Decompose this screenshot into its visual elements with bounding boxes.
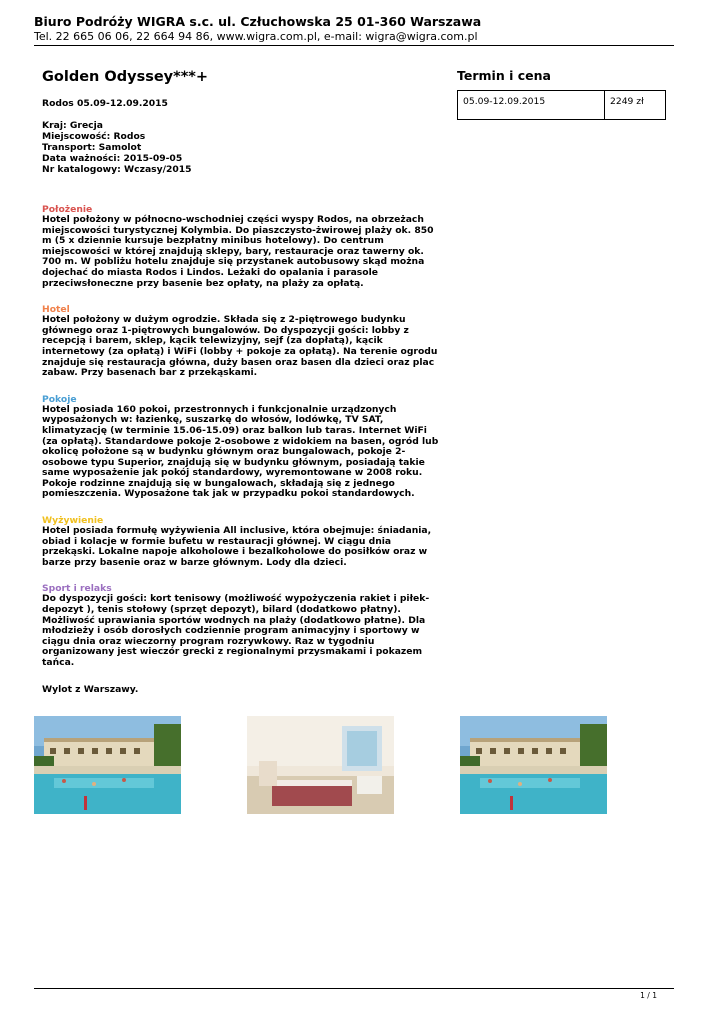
offer-title: Golden Odyssey***+ bbox=[42, 69, 209, 85]
header-divider bbox=[34, 45, 674, 46]
pricing-table bbox=[457, 90, 666, 120]
offer-subtitle: Rodos 05.09-12.09.2015 bbox=[42, 98, 168, 109]
footer-divider bbox=[34, 988, 674, 989]
fact-location: Miejscowość: Rodos bbox=[42, 131, 146, 142]
section-heading: Hotel bbox=[42, 304, 70, 316]
section-sport bbox=[42, 583, 442, 668]
departure-note: Wylot z Warszawy. bbox=[42, 683, 139, 695]
section-heading: Sport i relaks bbox=[42, 583, 112, 595]
pricing-heading: Termin i cena bbox=[457, 68, 551, 83]
section-text: Hotel posiada formułę wyżywienia All inclusive, która obejmuje: śniadania, obiad i kolacje w formie bufetu w restauracji głównej. W ciągu dnia przekąski. Lokalne napoje alkoholowe i bezalkoholowe do posiłków oraz w barze przy basenie oraz w barze głównym. Lody dla dzieci. bbox=[42, 525, 432, 568]
company-contact: Tel. 22 665 06 06, 22 664 94 86, www.wigra.com.pl, e-mail: wigra@wigra.com.pl bbox=[34, 30, 478, 43]
fact-catalog-number: Nr katalogowy: Wczasy/2015 bbox=[42, 164, 192, 175]
section-text: Do dyspozycji gości: kort tenisowy (możliwość wypożyczenia rakiet i piłek-depozyt ), tenis stołowy (sprzęt depozyt), bilard (dodatkowo płatny). Możliwość uprawiania sportów wodnych na plaży (dodatkowo płatne). Dla młodzieży i osób dorosłych codziennie program animacyjny i sportowy w ciągu dnia oraz wieczorny program rozrywkowy. Raz w tygodniu organizowany jest wieczór grecki z regionalnymi przysmakami i pokazem tańca. bbox=[42, 593, 430, 668]
offer-facts bbox=[42, 120, 442, 175]
fact-country: Kraj: Grecja bbox=[42, 120, 103, 131]
offer-details bbox=[42, 68, 442, 695]
page-number: 1 / 1 bbox=[640, 991, 657, 1000]
term-price: 2249 zł bbox=[605, 91, 666, 120]
section-meals bbox=[42, 515, 442, 568]
table-row bbox=[458, 91, 666, 120]
term-date: 05.09-12.09.2015 bbox=[458, 91, 605, 120]
section-heading: Wyżywienie bbox=[42, 515, 104, 527]
section-rooms bbox=[42, 394, 442, 500]
section-text: Hotel położony w dużym ogrodzie. Składa się z 2-piętrowego budynku głównego oraz 1-piętrowych bungalowów. Do dyspozycji gości: lobby z recepcją i barem, sklep, kącik telewizyjny, sejf (za dopłatą), kącik internetowy (za opłatą) i WiFi (lobby + pokoje za opłatą). Na terenie ogrodu znajduje się restauracja główna, duży basen oraz basen dla dzieci oraz plac zabaw. Przy basenach bar z przekąskami. bbox=[42, 314, 438, 379]
page-header bbox=[34, 14, 674, 44]
section-hotel bbox=[42, 304, 442, 379]
fact-valid-date: Data ważności: 2015-09-05 bbox=[42, 153, 183, 164]
section-location bbox=[42, 204, 442, 289]
fact-transport: Transport: Samolot bbox=[42, 142, 142, 153]
company-name: Biuro Podróży WIGRA s.c. ul. Człuchowska 25 01-360 Warszawa bbox=[34, 14, 482, 29]
section-heading: Położenie bbox=[42, 204, 93, 215]
section-text: Hotel posiada 160 pokoi, przestronnych i funkcjonalnie urządzonych wyposażonych w: łazienkę, suszarkę do włosów, lodówkę, TV SAT, klimatyzację (w terminie 15.06-15.09) oraz balkon lub taras. Internet WiFi (za opłatą). Standardowe pokoje 2-osobowe z widokiem na basen, ogród lub okolicę położone są w budynku głównym oraz bungalowach, pokoje 2-osobowe typu Superior, znajdują się w budynku głównym, posiadają takie same wyposażenie jak pokój standardowy, wyremontowane w 2008 roku. Pokoje rodzinne znajdują się w bungalowach, składają się z jednego pomieszczenia. Wyposażone tak jak w przypadku pokoi standardowych. bbox=[42, 403, 439, 500]
hotel-photo-room bbox=[247, 716, 394, 814]
hotel-photo-pool-2 bbox=[460, 716, 607, 814]
section-heading: Pokoje bbox=[42, 393, 77, 405]
section-text: Hotel położony w północno-wschodniej części wyspy Rodos, na obrzeżach miejscowości turystycznej Kolymbia. Do piaszczysto-żwirowej plaży ok. 850 m (5 x dziennie kursuje bezpłatny minibus hotelowy). Do centrum miejscowości w której znajdują sklepy, bary, restauracje oraz tawerny ok. 700 m. W pobliżu hotelu znajduje się przystanek autobusowy skąd można dojechać do miasta Rodos i Lindos. Leżaki do opalania i parasole przeciwsłoneczne przy basenie bez opłaty, na plaży za opłatą. bbox=[42, 214, 434, 289]
hotel-photo-pool-1 bbox=[34, 716, 181, 814]
pricing-panel bbox=[457, 68, 667, 120]
